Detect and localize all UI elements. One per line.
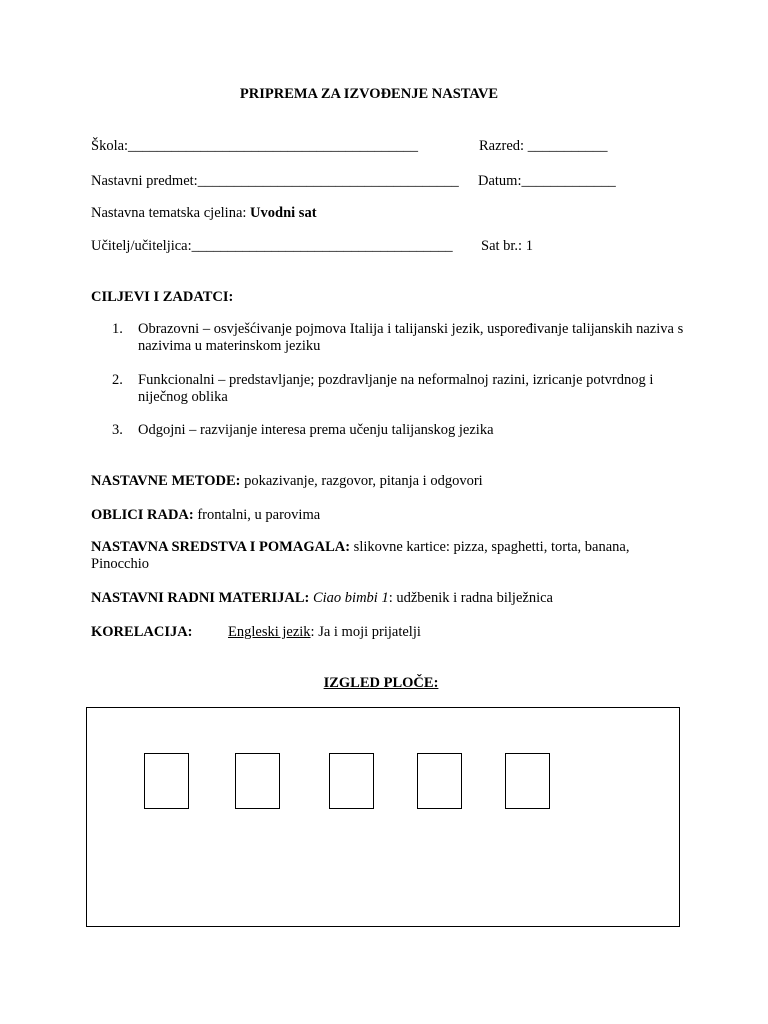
picture-card-slot (505, 753, 550, 809)
goal-text: Odgojni – razvijanje interesa prema učenju talijanskog jezika (138, 422, 494, 438)
resources-line (91, 539, 681, 573)
forms-line (91, 506, 320, 524)
correlation-subject: Engleski jezik (228, 624, 311, 640)
picture-card-slot (144, 753, 189, 809)
lesson-number: Sat br.: 1 (481, 238, 533, 254)
goal-number: 1. (112, 321, 123, 337)
board-heading: IZGLED PLOČE: (323, 675, 439, 691)
resources-value: slikovne kartice: pizza, spaghetti, torta, banana, Pinocchio (91, 539, 630, 572)
picture-card-slot (329, 753, 374, 809)
correlation-value (228, 623, 421, 641)
methods-value: pokazivanje, razgovor, pitanja i odgovori (240, 473, 483, 489)
goals-heading: CILJEVI I ZADATCI: (91, 289, 234, 305)
methods-label: NASTAVNE METODE: (91, 473, 241, 489)
materials-label: NASTAVNI RADNI MATERIJAL: (91, 590, 310, 606)
goal-text: Obrazovni – osvješćivanje pojmova Italija i talijanski jezik, uspoređivanje talijanskih naziva s nazivima u materinskom jeziku (138, 321, 684, 354)
picture-card-slot (235, 753, 280, 809)
methods-line (91, 472, 483, 490)
grade-field: Razred: ___________ (479, 138, 608, 154)
subject-field: Nastavni predmet:____________________________________ (91, 173, 459, 189)
goal-number: 2. (112, 372, 123, 388)
goal-number: 3. (112, 422, 123, 438)
forms-value: frontalni, u parovima (193, 507, 321, 523)
unit-field (91, 204, 317, 222)
materials-line (91, 589, 553, 607)
board-layout (86, 707, 680, 927)
resources-label: NASTAVNA SREDSTVA I POMAGALA: (91, 539, 351, 555)
materials-value: : udžbenik i radna bilježnica (388, 590, 553, 606)
correlation-topic: : Ja i moji prijatelji (310, 624, 421, 640)
textbook-title: Ciao bimbi 1 (312, 590, 389, 606)
teacher-field: Učitelj/učiteljica:____________________________________ (91, 238, 453, 254)
page-title: PRIPREMA ZA IZVOĐENJE NASTAVE (239, 86, 499, 102)
correlation-label: KORELACIJA: (91, 624, 193, 640)
date-field: Datum:_____________ (478, 173, 616, 189)
unit-value: Uvodni sat (250, 205, 317, 221)
school-field: Škola:________________________________________ (91, 138, 419, 154)
picture-card-slot (417, 753, 462, 809)
unit-label: Nastavna tematska cjelina: (91, 205, 251, 221)
goal-text: Funkcionalni – predstavljanje; pozdravljanje na neformalnoj razini, izricanje potvrdnog i niječnog oblika (138, 372, 654, 405)
forms-label: OBLICI RADA: (91, 507, 194, 523)
